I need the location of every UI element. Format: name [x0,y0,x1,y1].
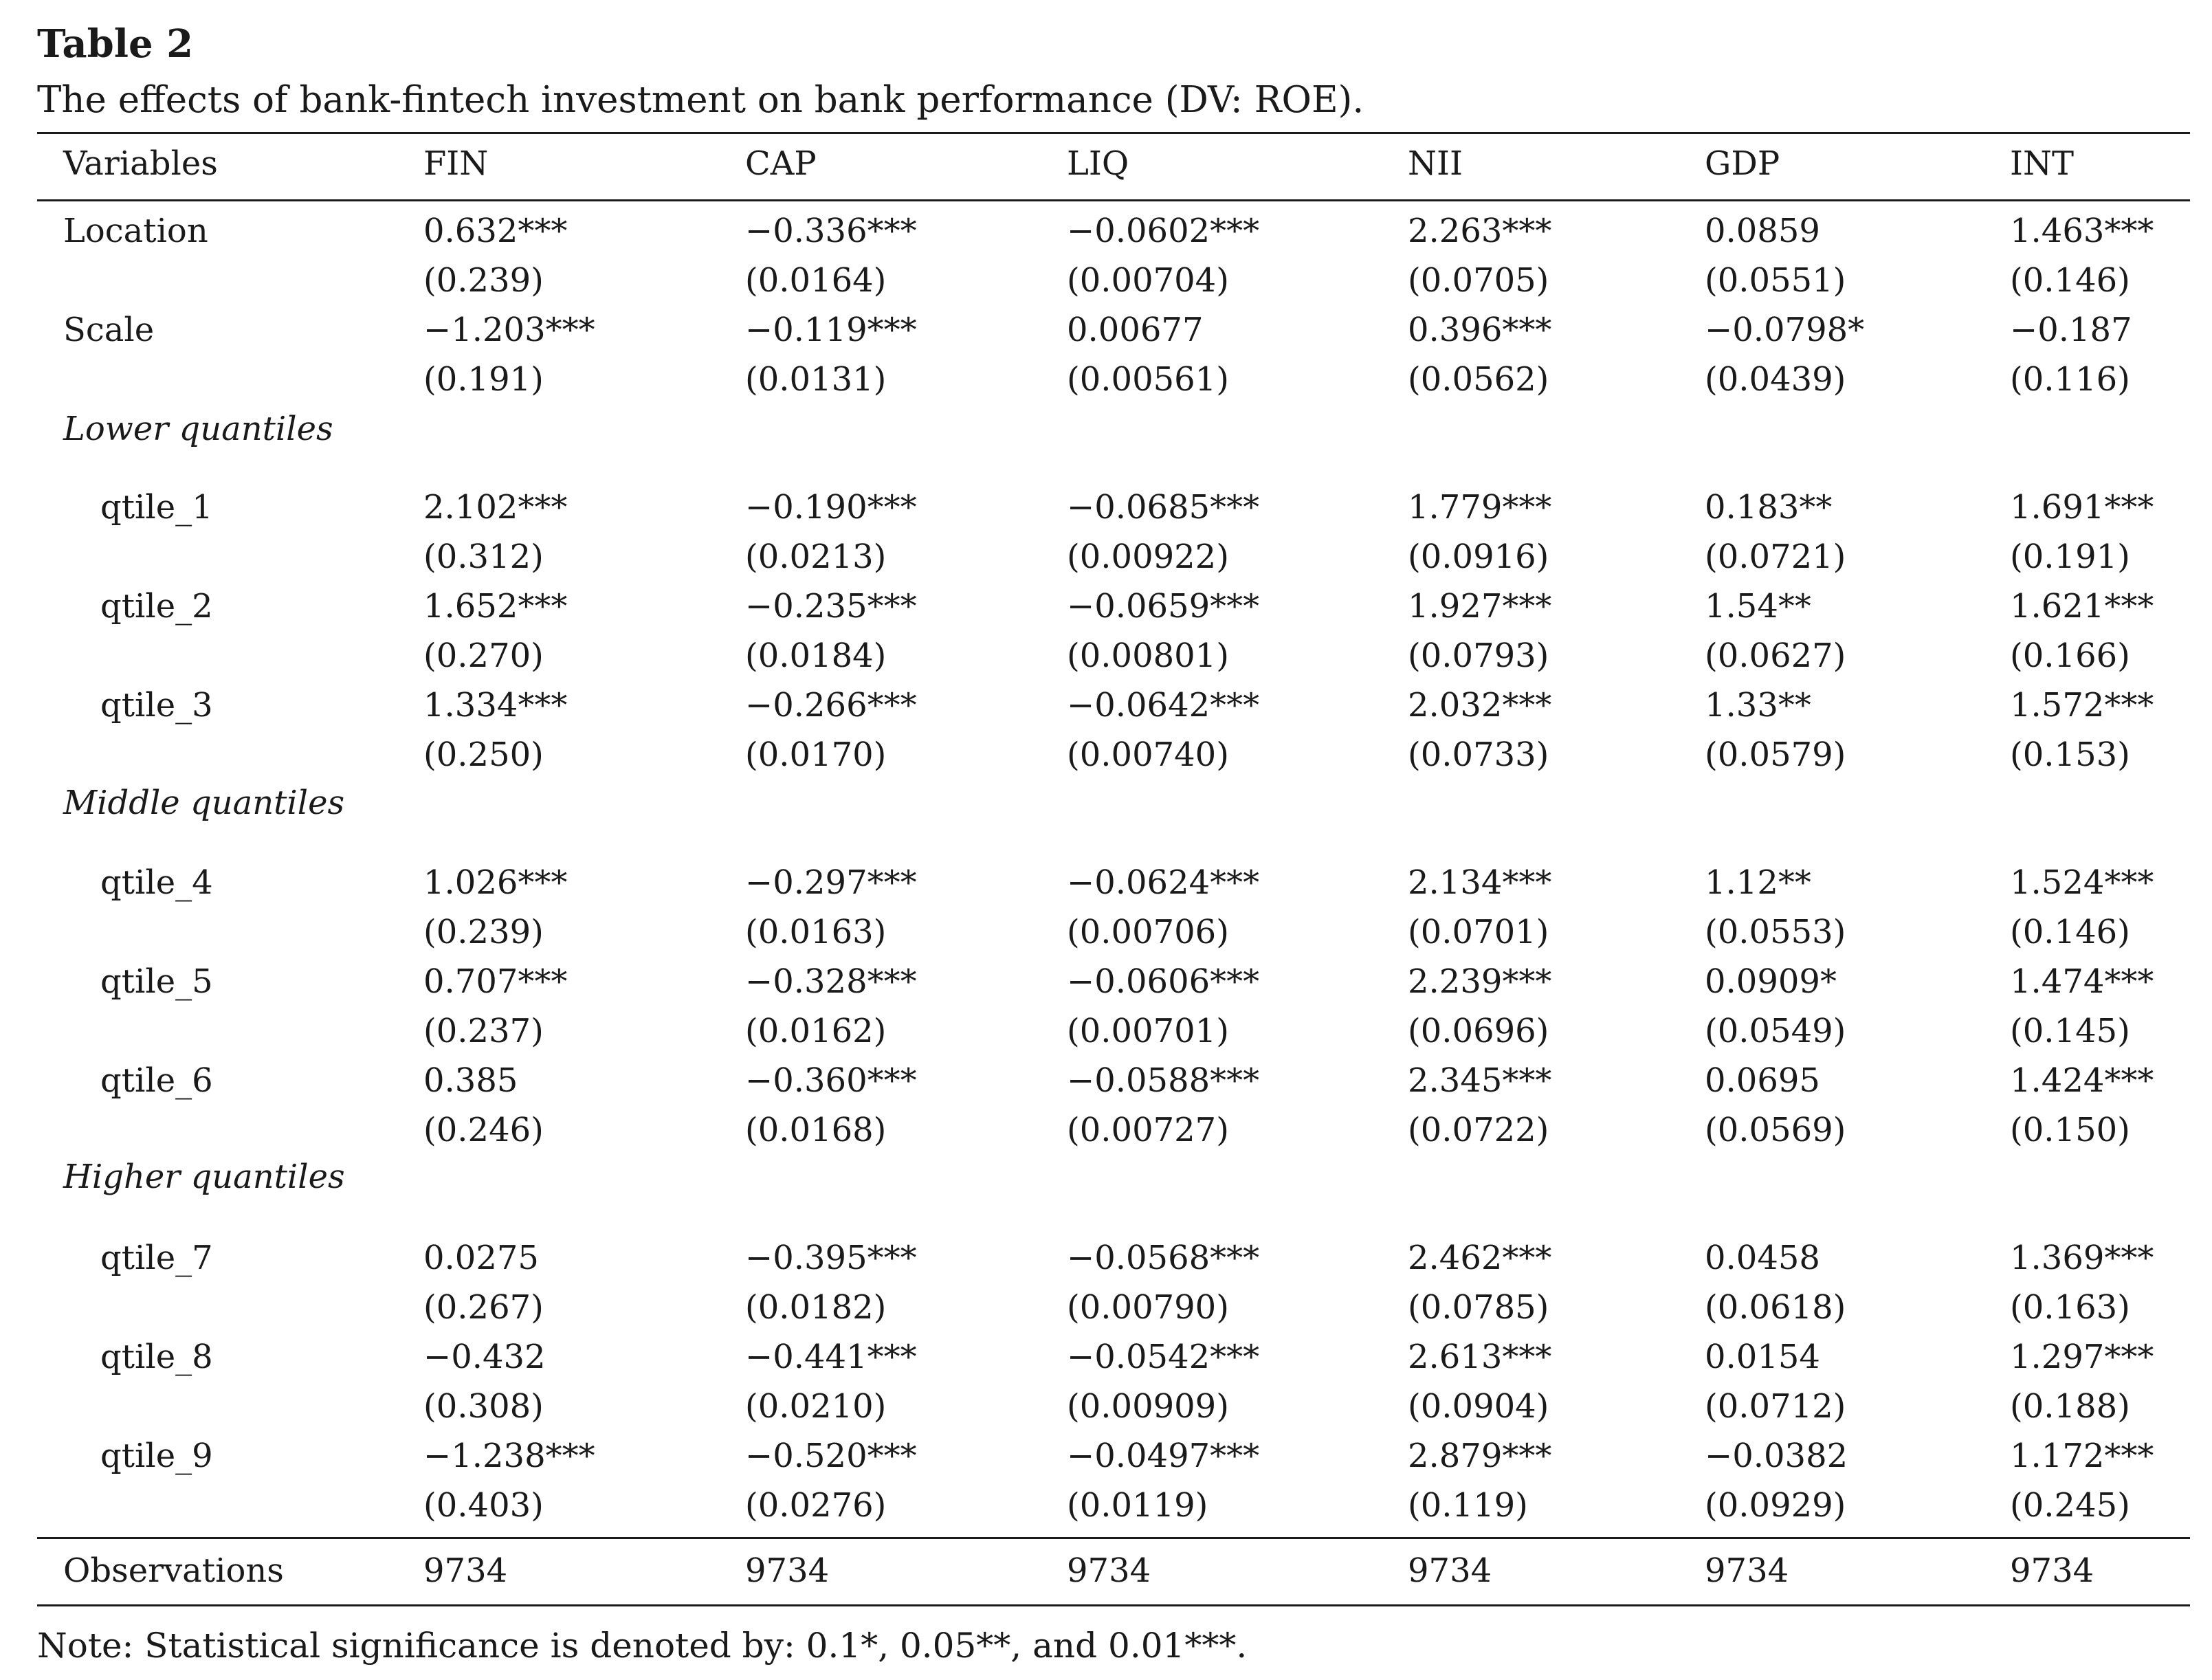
coefficient-cell: 0.0154 [1705,1338,1820,1376]
coefficient-cell: 0.0909* [1705,962,1837,1001]
std-error-cell: (0.0929) [1705,1486,1846,1525]
coefficient-cell: 1.927*** [1408,587,1552,626]
coefficient-cell: −0.187 [2010,311,2132,349]
std-error-cell: (0.191) [423,360,544,399]
std-error-cell: (0.245) [2010,1486,2130,1525]
row-label: qtile_8 [100,1338,213,1376]
std-error-cell: (0.00704) [1067,261,1229,300]
std-error-cell: (0.0696) [1408,1012,1549,1050]
coefficient-cell: 1.621*** [2010,587,2154,626]
coefficient-cell: −1.203*** [423,311,595,349]
std-error-cell: (0.0549) [1705,1012,1846,1050]
coefficient-cell: 1.691*** [2010,488,2154,527]
std-error-cell: (0.403) [423,1486,544,1525]
std-error-cell: (0.0213) [745,538,887,576]
row-label: qtile_9 [100,1437,213,1475]
row-label: qtile_2 [100,587,213,626]
observations-cell: 9734 [1408,1551,1492,1590]
coefficient-cell: 1.54** [1705,587,1811,626]
std-error-cell: (0.150) [2010,1111,2130,1149]
std-error-cell: (0.191) [2010,538,2130,576]
coefficient-cell: 1.369*** [2010,1239,2154,1277]
coefficient-cell: −0.0798* [1705,311,1865,349]
coefficient-cell: −0.0542*** [1067,1338,1260,1376]
std-error-cell: (0.166) [2010,637,2130,675]
coefficient-cell: 1.334*** [423,686,568,725]
coefficient-cell: −0.328*** [745,962,917,1001]
std-error-cell: (0.0439) [1705,360,1846,399]
section-label: Higher quantiles [63,1158,345,1196]
std-error-cell: (0.0163) [745,913,887,951]
coefficient-cell: 0.0859 [1705,212,1820,250]
std-error-cell: (0.00740) [1067,736,1229,774]
coefficient-cell: −0.0659*** [1067,587,1260,626]
coefficient-cell: 2.102*** [423,488,568,527]
std-error-cell: (0.00790) [1067,1288,1229,1327]
std-error-cell: (0.239) [423,913,544,951]
section-label: Middle quantiles [63,784,345,822]
row-label: qtile_3 [100,686,213,725]
coefficient-cell: 2.134*** [1408,863,1552,902]
std-error-cell: (0.0722) [1408,1111,1549,1149]
coefficient-cell: 0.396*** [1408,311,1552,349]
coefficient-cell: −0.395*** [745,1239,917,1277]
std-error-cell: (0.116) [2010,360,2130,399]
row-label: Location [63,212,208,250]
coefficient-cell: 1.524*** [2010,863,2154,902]
coefficient-cell: 1.779*** [1408,488,1552,527]
std-error-cell: (0.0182) [745,1288,887,1327]
std-error-cell: (0.270) [423,637,544,675]
column-header-int: INT [2010,144,2074,183]
std-error-cell: (0.0210) [745,1387,887,1426]
body-bottom-rule [37,1537,2190,1539]
coefficient-cell: 0.0275 [423,1239,539,1277]
coefficient-cell: −0.297*** [745,863,917,902]
observations-cell: 9734 [1067,1551,1151,1590]
std-error-cell: (0.237) [423,1012,544,1050]
std-error-cell: (0.0785) [1408,1288,1549,1327]
column-header-fin: FIN [423,144,489,183]
coefficient-cell: 1.297*** [2010,1338,2154,1376]
coefficient-cell: 2.613*** [1408,1338,1552,1376]
coefficient-cell: 0.183** [1705,488,1833,527]
std-error-cell: (0.0904) [1408,1387,1549,1426]
observations-cell: 9734 [2010,1551,2094,1590]
coefficient-cell: 0.0458 [1705,1239,1820,1277]
coefficient-cell: −0.0624*** [1067,863,1260,902]
coefficient-cell: 1.652*** [423,587,568,626]
header-rule [37,199,2190,201]
coefficient-cell: −0.0382 [1705,1437,1848,1475]
std-error-cell: (0.0705) [1408,261,1549,300]
std-error-cell: (0.00801) [1067,637,1229,675]
std-error-cell: (0.0131) [745,360,887,399]
table-bottom-rule [37,1604,2190,1606]
coefficient-cell: −0.0568*** [1067,1239,1260,1277]
coefficient-cell: −0.520*** [745,1437,917,1475]
coefficient-cell: −0.235*** [745,587,917,626]
coefficient-cell: −0.119*** [745,311,917,349]
coefficient-cell: −0.0588*** [1067,1061,1260,1100]
std-error-cell: (0.00701) [1067,1012,1229,1050]
observations-label: Observations [63,1551,284,1590]
column-header-variables: Variables [63,144,218,183]
table-title: The effects of bank-fintech investment on bank performance (DV: ROE). [37,79,1364,121]
coefficient-cell: −0.190*** [745,488,917,527]
table-note: Note: Statistical significance is denoted by: 0.1*, 0.05**, and 0.01***. [37,1626,1248,1666]
observations-cell: 9734 [745,1551,830,1590]
row-label: Scale [63,311,155,349]
coefficient-cell: −0.336*** [745,212,917,250]
std-error-cell: (0.00706) [1067,913,1229,951]
coefficient-cell: 2.032*** [1408,686,1552,725]
coefficient-cell: −0.441*** [745,1338,917,1376]
column-header-gdp: GDP [1705,144,1780,183]
row-label: qtile_6 [100,1061,213,1100]
coefficient-cell: 1.33** [1705,686,1811,725]
std-error-cell: (0.0618) [1705,1288,1846,1327]
row-label: qtile_4 [100,863,213,902]
row-label: qtile_7 [100,1239,213,1277]
coefficient-cell: 1.172*** [2010,1437,2154,1475]
coefficient-cell: 0.00677 [1067,311,1204,349]
std-error-cell: (0.0168) [745,1111,887,1149]
std-error-cell: (0.00909) [1067,1387,1229,1426]
std-error-cell: (0.0551) [1705,261,1846,300]
coefficient-cell: 0.707*** [423,962,568,1001]
std-error-cell: (0.308) [423,1387,544,1426]
coefficient-cell: 0.0695 [1705,1061,1820,1100]
coefficient-cell: 0.385 [423,1061,518,1100]
column-header-liq: LIQ [1067,144,1129,183]
observations-cell: 9734 [1705,1551,1789,1590]
coefficient-cell: −0.266*** [745,686,917,725]
std-error-cell: (0.246) [423,1111,544,1149]
coefficient-cell: −0.0602*** [1067,212,1260,250]
std-error-cell: (0.0721) [1705,538,1846,576]
std-error-cell: (0.0119) [1067,1486,1208,1525]
std-error-cell: (0.0916) [1408,538,1549,576]
std-error-cell: (0.00727) [1067,1111,1229,1149]
std-error-cell: (0.239) [423,261,544,300]
coefficient-cell: 2.345*** [1408,1061,1552,1100]
std-error-cell: (0.267) [423,1288,544,1327]
std-error-cell: (0.188) [2010,1387,2130,1426]
column-header-cap: CAP [745,144,817,183]
std-error-cell: (0.0553) [1705,913,1846,951]
coefficient-cell: −0.0685*** [1067,488,1260,527]
std-error-cell: (0.0733) [1408,736,1549,774]
coefficient-cell: 1.026*** [423,863,568,902]
coefficient-cell: −0.0642*** [1067,686,1260,725]
coefficient-cell: −1.238*** [423,1437,595,1475]
observations-cell: 9734 [423,1551,508,1590]
coefficient-cell: 2.462*** [1408,1239,1552,1277]
std-error-cell: (0.163) [2010,1288,2130,1327]
row-label: qtile_5 [100,962,213,1001]
std-error-cell: (0.0562) [1408,360,1549,399]
std-error-cell: (0.0164) [745,261,887,300]
coefficient-cell: 0.632*** [423,212,568,250]
coefficient-cell: 2.879*** [1408,1437,1552,1475]
std-error-cell: (0.0701) [1408,913,1549,951]
section-label: Lower quantiles [63,410,333,448]
coefficient-cell: 1.463*** [2010,212,2154,250]
coefficient-cell: 1.12** [1705,863,1811,902]
coefficient-cell: −0.0497*** [1067,1437,1260,1475]
column-header-nii: NII [1408,144,1463,183]
std-error-cell: (0.0579) [1705,736,1846,774]
std-error-cell: (0.0712) [1705,1387,1846,1426]
std-error-cell: (0.0170) [745,736,887,774]
std-error-cell: (0.250) [423,736,544,774]
coefficient-cell: 2.239*** [1408,962,1552,1001]
coefficient-cell: −0.360*** [745,1061,917,1100]
std-error-cell: (0.312) [423,538,544,576]
row-label: qtile_1 [100,488,213,527]
std-error-cell: (0.0793) [1408,637,1549,675]
coefficient-cell: 1.424*** [2010,1061,2154,1100]
std-error-cell: (0.00922) [1067,538,1229,576]
coefficient-cell: 2.263*** [1408,212,1552,250]
std-error-cell: (0.153) [2010,736,2130,774]
coefficient-cell: −0.432 [423,1338,546,1376]
table-label: Table 2 [37,21,194,67]
std-error-cell: (0.119) [1408,1486,1528,1525]
std-error-cell: (0.145) [2010,1012,2130,1050]
coefficient-cell: 1.474*** [2010,962,2154,1001]
std-error-cell: (0.0184) [745,637,887,675]
std-error-cell: (0.0276) [745,1486,887,1525]
std-error-cell: (0.0627) [1705,637,1846,675]
std-error-cell: (0.146) [2010,261,2130,300]
coefficient-cell: 1.572*** [2010,686,2154,725]
std-error-cell: (0.0162) [745,1012,887,1050]
std-error-cell: (0.146) [2010,913,2130,951]
coefficient-cell: −0.0606*** [1067,962,1260,1001]
std-error-cell: (0.00561) [1067,360,1229,399]
std-error-cell: (0.0569) [1705,1111,1846,1149]
top-rule [37,132,2190,134]
